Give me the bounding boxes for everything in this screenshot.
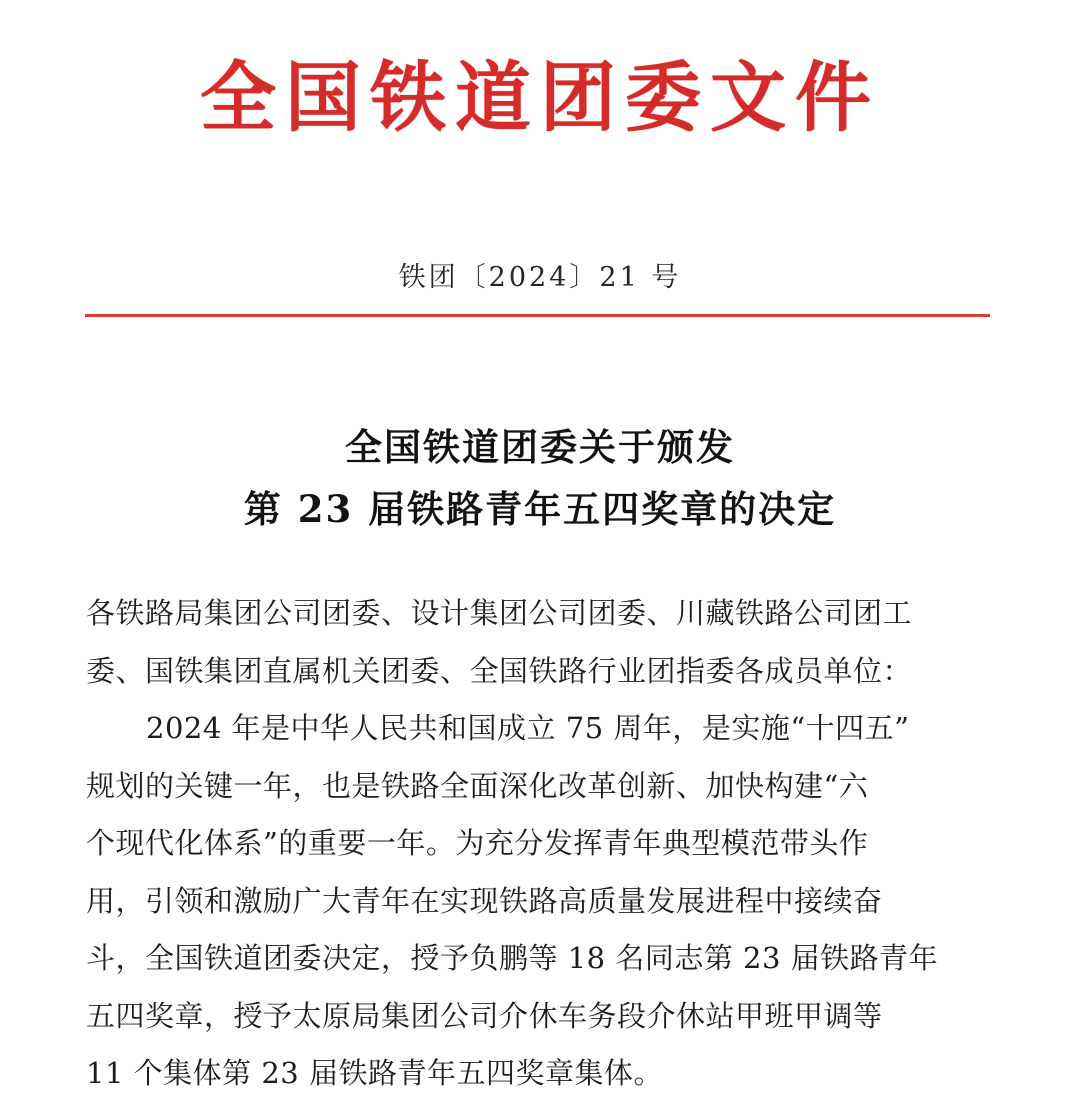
page-title bbox=[0, 416, 1080, 540]
red-divider-rule bbox=[85, 314, 990, 317]
document-body bbox=[86, 585, 992, 1103]
body-paragraph-line: 五四奖章，授予太原局集团公司介休车务段介休站甲班甲调等 bbox=[86, 998, 883, 1033]
page-title-line-2: 第 23 届铁路青年五四奖章的决定 bbox=[243, 487, 837, 531]
body-paragraph-line: 用，引领和激励广大青年在实现铁路高质量发展进程中接续奋 bbox=[86, 883, 883, 918]
body-paragraph-line: 2024 年是中华人民共和国成立 75 周年，是实施“十四五” bbox=[146, 711, 910, 745]
recipient-line: 各铁路局集团公司团委、设计集团公司团委、川藏铁路公司团工 bbox=[86, 596, 913, 630]
body-paragraph-line: 个现代化体系”的重要一年。为充分发挥青年典型模范带头作 bbox=[86, 826, 869, 860]
document-number: 铁团〔2024〕21 号 bbox=[398, 262, 682, 293]
masthead-title: 全国铁道团委文件 bbox=[200, 53, 880, 142]
body-paragraph-line: 11 个集体第 23 届铁路青年五四奖章集体。 bbox=[86, 1056, 663, 1090]
body-paragraph-line: 规划的关键一年，也是铁路全面深化改革创新、加快构建“六 bbox=[86, 768, 869, 803]
page-title-line-1: 全国铁道团委关于颁发 bbox=[345, 425, 735, 469]
body-paragraph-line: 斗，全国铁道团委决定，授予负鹏等 18 名同志第 23 届铁路青年 bbox=[86, 941, 939, 975]
recipient-line: 委、国铁集团直属机关团委、全国铁路行业团指委各成员单位： bbox=[86, 653, 913, 688]
